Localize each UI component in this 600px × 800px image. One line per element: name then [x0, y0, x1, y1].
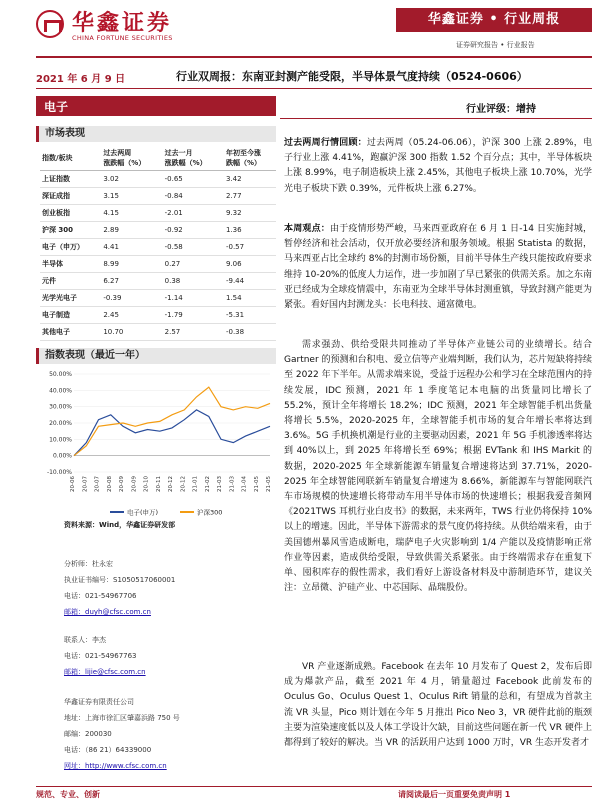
market-performance-table [40, 146, 276, 341]
industry-rating: 行业评级：增持 [466, 104, 536, 115]
row-label: 半导体 [40, 256, 101, 273]
x-tick-label: 20-11 [155, 476, 162, 492]
sector-bar [36, 96, 276, 116]
table-row [40, 222, 276, 239]
footer-divider [36, 786, 592, 787]
y-tick-label: 50.00% [49, 371, 72, 378]
table-cell: -1.14 [163, 290, 224, 307]
company-name: 华鑫证券 [72, 11, 173, 36]
table-cell: -0.38 [224, 324, 276, 341]
x-tick-label: 20-09 [131, 476, 138, 492]
x-tick-label: 21-04 [241, 476, 248, 492]
table-cell: -0.58 [163, 239, 224, 256]
view-text: 由于疫情形势严峻，马来西亚政府在 6 月 1 日-14 日实施封城，暂停经济和社会活动，仅开放必要经济和服务领域。根据 Statista 的数据，马来西亚占比全球约 8%的封测市场份额，目前半导体生产线只能按政府要求维持 10-20%的低度人力运作，进一步加剧了早已紧张的供需关系。加之东南亚已经成为全球疫情震中，东南亚为全球半导体封测重镇，导致封测产能更为紧张。看好国内封测龙头：长电科技、通富微电。 [284, 224, 592, 311]
row-label: 光学光电子 [40, 290, 101, 307]
table-row [40, 239, 276, 256]
table-cell: 2.89 [101, 222, 162, 239]
table-cell: 4.15 [101, 205, 162, 222]
table-row [40, 256, 276, 273]
analyst-email-link[interactable]: 邮箱：duyh@cfsc.com.cn [64, 608, 151, 616]
y-tick-label: 30.00% [49, 403, 72, 411]
x-tick-label: 20-07 [82, 476, 89, 492]
y-tick-label: 20.00% [49, 420, 72, 427]
rating-divider [280, 118, 592, 119]
col-header: 年初至今涨 跌幅（%） [224, 146, 276, 171]
table-row [40, 273, 276, 290]
table-header-row [40, 146, 276, 171]
table-cell: 2.77 [224, 188, 276, 205]
company-full-name: 华鑫证券有限责任公司 [64, 698, 134, 706]
x-tick-label: 20-12 [168, 476, 174, 492]
report-type-banner: 华鑫证券 • 行业周报 [396, 8, 592, 32]
row-label: 元件 [40, 273, 101, 290]
review-text: 过去两周（05.24-06.06），沪深 300 上涨 2.89%，电子行业上涨 4.41%，跑赢沪深 300 指数 1.52 个百分点；其中，半导体板块上涨 8.99%，电子制造板块上涨 2.45%，其他电子板块上涨 10.70%，光学光电子板块下跌 0.39%，元件板块上涨 6.27%。 [284, 138, 592, 194]
table-row [40, 307, 276, 324]
title-divider [36, 88, 592, 89]
col-header: 指数/板块 [40, 146, 101, 171]
table-cell: -2.01 [163, 205, 224, 222]
row-label: 深证成指 [40, 188, 101, 205]
table-cell: -1.79 [163, 307, 224, 324]
y-tick-label: -10.00% [46, 469, 72, 476]
company-logo-icon [36, 10, 64, 38]
table-cell: 8.99 [101, 256, 162, 273]
report-title: 行业双周报：东南亚封测产能受限，半导体景气度持续（0524-0606） [176, 70, 528, 83]
contact-name: 联系人：李杰 [64, 636, 106, 644]
company-postcode: 邮编：200030 [64, 730, 112, 738]
table-cell: 9.32 [224, 205, 276, 222]
paragraph-vr: VR 产业逐渐成熟。Facebook 在去年 10 月发布了 Quest 2，发布后即成为爆款产品，截至 2021 年 4 月，销量超过 Facebook 此前发布的 Oculus Go、Oculus Quest 1、Oculus Rift 销量的总和，有望成为首款主流 VR 头显，Pico 则计划在今年 5 月推出 Pico Neo 3，VR 硬件此前的瓶颈主要为渲染速度低以及人体工学设计欠缺，目前这些问题在新一代 VR 硬件上都得到了较好的解决。当 VR 的活跃用户达到 1000 万时，VR 生态开发者才 [284, 662, 592, 749]
table-cell: 3.02 [101, 171, 162, 188]
table-cell: 4.41 [101, 239, 162, 256]
x-tick-label: 20-06 [70, 476, 76, 492]
x-tick-label: 21-03 [229, 476, 236, 492]
y-tick-label: 10.00% [49, 436, 72, 444]
company-name-en: CHINA FORTUNE SECURITIES [72, 34, 173, 42]
table-cell: 0.38 [163, 273, 224, 290]
footer-slogan: 规范、专业、创新 [36, 790, 100, 799]
market-section-title: 市场表现 [36, 126, 276, 142]
table-cell: 6.27 [101, 273, 162, 290]
row-label: 其他电子 [40, 324, 101, 341]
legend-label: 沪深300 [197, 508, 223, 517]
table-row [40, 171, 276, 188]
table-cell: 9.06 [224, 256, 276, 273]
analyst-name: 分析师：杜永宏 [64, 560, 113, 568]
row-label: 创业板指 [40, 205, 101, 222]
x-tick-label: 21-05 [253, 476, 260, 492]
legend-label: 电子(申万) [127, 508, 159, 517]
row-label: 电子制造 [40, 307, 101, 324]
table-row [40, 188, 276, 205]
report-date: 2021 年 6 月 9 日 [36, 74, 126, 85]
col-header: 过去一月 涨跌幅（%） [163, 146, 224, 171]
review-lead: 过去两周行情回顾： [284, 138, 367, 148]
table-cell: -0.57 [224, 239, 276, 256]
y-tick-label: 0.00% [52, 452, 72, 460]
analyst-phone: 电话：021-54967706 [64, 592, 137, 600]
table-cell: 0.27 [163, 256, 224, 273]
table-cell: -5.31 [224, 307, 276, 324]
footer-disclaimer: 请阅读最后一页重要免责声明 1 [398, 790, 511, 799]
index-section-title: 指数表现（最近一年） [36, 348, 276, 364]
y-tick-label: 40.00% [49, 387, 72, 395]
series-line [74, 387, 270, 456]
table-cell: -9.44 [224, 273, 276, 290]
paragraph-demand: 需求强劲、供给受限共同推动了半导体产业链公司的业绩增长。结合 Gartner 的预测和台积电、爱立信等产业端判断，我们认为，芯片短缺将持续至 2022 年下半年。从需求端来说，受益于远程办公和学习在全球范围内的持续发展，IDC 预测，2021 年 1 季度笔记本电脑的出货量同比增长了 55.2%，预计全年将增长 18.2%；IDC 预测，2021 年全球智能手机出货量将增长 5.5%，2020-2025 年，全球智能手机市场的复合年增长率将达到 3.6%。5G 手机换机潮是行业的主要驱动因素，2021 年 5G 手机渗透率将达到 40%以上，到 2025 年将增长至 69%；根据 EVTank 和 IHS Markit 的数据，2020-2025 年全球新能源车销量复合增速将达到 37.71%，2020-2025 年全球智能网联新车销量复合增速为 8.66%，新能源车与智能网联汽车市场规模的快速增长将带动车用半导体市场的快速增长；根据我爱音频网《2021TWS 耳机行业白皮书》的数据，未来两年，TWS 行业仍将保持 10%以上的增速。因此，半导体下游需求的景气度仍将持续。从供给端来看，由于美国德州暴风雪造成断电，瑞萨电子火灾影响到 1/4 产能以及疫情影响正常作业等因素，造成供给受限，导致供需关系紧张。由于终端需求存在重复下单、囤积库存的假性需求，我们看好上游设备材料及中游制造环节，建议关注：立昂微、沪硅产业、中芯国际、晶瑞股份。 [284, 340, 592, 594]
x-tick-label: 21-05 [266, 476, 272, 492]
x-tick-label: 20-08 [106, 476, 113, 492]
contact-phone: 电话：021-54967763 [64, 652, 137, 660]
table-row [40, 205, 276, 222]
table-cell: -0.84 [163, 188, 224, 205]
row-label: 电子（申万） [40, 239, 101, 256]
table-cell: -0.39 [101, 290, 162, 307]
company-address: 地址：上海市徐汇区肇嘉浜路 750 号 [64, 714, 180, 722]
table-cell: -0.92 [163, 222, 224, 239]
x-tick-label: 21-02 [204, 476, 211, 492]
x-tick-label: 20-10 [143, 476, 150, 492]
company-block [64, 694, 180, 774]
contact-email-link[interactable]: 邮箱：lijie@cfsc.com.cn [64, 668, 146, 676]
row-label: 沪深 300 [40, 222, 101, 239]
x-tick-label: 21-03 [217, 476, 223, 492]
analyst-block [64, 556, 175, 620]
table-cell: 1.54 [224, 290, 276, 307]
x-tick-label: 20-12 [180, 476, 187, 492]
header-divider [36, 56, 592, 58]
contact-block [64, 632, 146, 680]
row-label: 上证指数 [40, 171, 101, 188]
table-cell: -0.65 [163, 171, 224, 188]
paragraph-review [284, 136, 592, 197]
x-tick-label: 21-01 [192, 476, 199, 492]
company-phone: 电话：（86 21）64339000 [64, 746, 152, 754]
table-cell: 2.57 [163, 324, 224, 341]
index-performance-chart [40, 368, 276, 518]
x-tick-label: 20-07 [94, 476, 101, 492]
chart-source: 资料来源：Wind，华鑫证券研发部 [64, 521, 176, 529]
company-website-link[interactable]: 网址：http://www.cfsc.com.cn [64, 762, 167, 770]
paragraph-view [284, 222, 592, 313]
series-line [74, 410, 270, 456]
sector-name: 电子 [44, 100, 69, 114]
report-type-subtitle: 证券研究报告 • 行业报告 [456, 41, 535, 49]
analyst-cert: 执业证书编号：S1050517060001 [64, 576, 176, 584]
table-cell: 3.15 [101, 188, 162, 205]
x-tick-label: 20-09 [119, 476, 125, 492]
table-cell: 1.36 [224, 222, 276, 239]
view-lead: 本周观点： [284, 224, 330, 234]
col-header: 过去两周 涨跌幅（%） [101, 146, 162, 171]
table-cell: 10.70 [101, 324, 162, 341]
table-cell: 3.42 [224, 171, 276, 188]
table-row [40, 324, 276, 341]
table-cell: 2.45 [101, 307, 162, 324]
table-row [40, 290, 276, 307]
